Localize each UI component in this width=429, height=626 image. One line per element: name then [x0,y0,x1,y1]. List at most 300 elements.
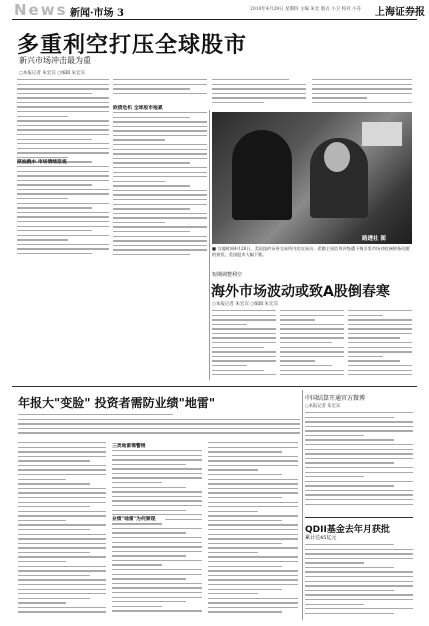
text-line [112,564,162,565]
text-line [113,217,207,218]
text-line [17,239,68,240]
text-line [18,566,106,567]
text-line [112,491,202,492]
text-line [113,199,207,200]
text-line [208,479,298,480]
story4-byline: ○本报记者 朱宏宾 [305,404,341,409]
text-line [112,482,162,483]
text-line [212,337,276,338]
text-line [17,93,92,94]
text-line [113,185,190,186]
lead-body-col-4 [312,79,412,107]
text-line [18,561,66,562]
text-line [17,166,109,167]
text-line [113,240,207,241]
text-line [305,553,413,554]
text-line [305,576,413,577]
text-line [17,184,92,185]
text-line [208,543,282,544]
text-line [348,342,412,343]
text-line [17,216,109,217]
text-line [208,538,298,539]
text-line [280,351,344,352]
text-line [305,562,364,563]
text-line [113,236,207,237]
text-line [18,451,106,452]
text-line [18,497,106,498]
text-line [112,583,202,584]
text-line [280,360,315,361]
story4-kicker: 中国结算开通官方微博 [305,395,366,402]
text-line [305,549,413,550]
text-line [18,474,106,475]
text-line [18,460,90,461]
text-line [113,254,190,255]
text-line [280,319,315,320]
text-line [113,231,190,232]
text-line [113,158,207,159]
text-line [348,333,412,334]
text-line [17,102,109,103]
lead-subtitle: 欧债危机 全球股市拖累 [113,105,163,111]
story3-body-col-3 [208,442,298,617]
text-line [112,477,202,478]
text-line [17,253,92,254]
text-line [112,551,202,552]
text-line [208,552,258,553]
text-line [113,149,207,150]
text-line [17,152,109,153]
text-line [212,319,276,320]
text-line [112,505,202,506]
text-line [18,511,106,512]
text-line [212,342,276,343]
text-line [305,435,364,436]
text-line [112,546,202,547]
text-line [113,245,207,246]
text-line [305,485,394,486]
text-line [208,469,258,470]
text-line [113,88,190,89]
text-line [305,571,413,572]
text-line [18,524,106,525]
text-line [208,611,282,612]
text-line [18,552,90,553]
story5-subhead: 累计达45亿元 [305,535,337,541]
text-line [112,510,186,511]
text-line [113,208,190,209]
text-line [348,324,412,325]
text-line [17,203,109,204]
text-line [112,487,186,488]
text-line [112,574,202,575]
text-line [208,556,298,557]
text-line [17,193,109,194]
text-line [348,347,412,348]
text-line [113,213,207,214]
text-line [208,570,298,571]
text-line [113,167,207,168]
text-line [305,417,394,418]
text-line [348,360,400,361]
text-line [112,473,202,474]
text-line [112,542,202,543]
text-line [212,328,276,329]
text-line [208,589,282,590]
text-line [208,575,298,576]
text-line [17,134,109,135]
text-line [348,365,412,366]
text-line [312,79,412,80]
text-line [305,599,413,600]
story2-body-col-3 [348,310,412,382]
text-line [208,529,298,530]
text-line [305,490,413,491]
text-line [18,593,106,594]
text-line [208,456,298,457]
text-line [17,84,109,85]
text-line [348,356,383,357]
text-line [17,139,92,140]
text-line [208,442,298,443]
text-line [212,374,276,375]
column-divider [209,110,210,380]
text-line [18,442,106,443]
lead-byline: ○本报记者 朱宏宾 ○编辑 朱宏宾 [19,71,86,76]
text-line [305,504,413,505]
text-line [18,570,106,571]
text-line [280,365,332,366]
text-line [305,558,413,559]
text-line [208,602,298,603]
text-line [17,120,109,121]
text-line [348,370,412,371]
story3-lede [18,414,300,438]
story2-body-col-1 [212,310,276,382]
text-line [18,520,66,521]
text-line [212,324,247,325]
story2-byline: ○本报记者 朱宏宾 ○编辑 朱宏宾 [212,302,279,307]
text-line [18,575,90,576]
text-line [17,189,109,190]
text-line [208,465,298,466]
text-line [17,180,109,181]
text-line [312,93,412,94]
text-line [112,528,202,529]
text-line [305,608,413,609]
text-line [18,611,106,612]
text-line [208,607,298,608]
text-line [280,310,344,311]
text-line [112,597,202,598]
text-line [112,450,202,451]
text-line [305,613,394,614]
text-line [17,244,109,245]
text-line [208,451,282,452]
lead-body-col-1 [17,79,109,262]
text-line [112,496,202,497]
text-line [312,102,412,103]
text-line [305,494,413,495]
text-line [348,351,412,352]
text-line [113,112,207,113]
story3-subtitle: 三类地雷需警惕 [112,443,146,449]
text-line [212,84,306,85]
text-line [212,370,264,371]
text-line [348,310,412,311]
header-rule [12,19,417,20]
text-line [208,524,298,525]
section-title: 新闻·市场 3 [70,8,124,19]
text-line [305,481,413,482]
text-line [18,543,106,544]
text-line [212,79,289,80]
text-line [208,506,298,507]
text-line [280,324,344,325]
text-line [208,511,258,512]
story2-headline: 海外市场波动或致A股倒春寒 [211,284,390,300]
text-line [305,594,413,595]
text-line [312,84,412,85]
text-line [305,462,394,463]
text-line [17,226,109,227]
text-line [112,560,202,561]
issue-date: 2010年4月29日 星期四 主编 朱宏 版式 小卫 校对 小芬 [250,7,362,12]
text-line [348,337,400,338]
lead-headline: 多重利空打压全球股市 [17,33,248,58]
text-line [113,135,207,136]
photo-caption: ■ 当地时间4月28日，美国纽约证券交易所内的交易员。希腊主权信用评级遭下调引发市场对欧洲债务问题的担忧，美国股市大幅下跌。 [212,246,410,257]
text-line [17,79,109,80]
text-line [18,465,106,466]
text-line [17,88,109,89]
text-line [112,537,202,538]
text-line [18,502,106,503]
text-line [18,492,106,493]
text-line [17,230,92,231]
lead-subhead: 新兴市场冲击最为重 [19,56,91,65]
text-line [305,585,413,586]
text-line [113,222,165,223]
text-line [18,579,106,580]
text-line [212,356,276,357]
text-line [113,249,207,250]
text-line [208,566,282,567]
text-line [280,342,332,343]
text-line [18,602,66,603]
text-line [18,506,90,507]
story-rule [305,517,413,518]
text-line [305,444,413,445]
text-line [17,125,109,126]
text-line [18,456,106,457]
text-line [208,483,298,484]
text-line [18,584,106,585]
text-line [312,88,412,89]
text-line [17,148,109,149]
text-line [18,538,106,539]
text-line [18,447,106,448]
text-line [112,464,186,465]
text-line [113,181,165,182]
text-line [18,547,106,548]
text-line [280,356,344,357]
text-line [212,347,264,348]
text-line [112,468,202,469]
text-line [112,555,186,556]
text-line [17,207,92,208]
news-photo [212,112,412,244]
text-line [305,567,394,568]
text-line [208,515,298,516]
section-rule [12,386,417,387]
text-line [17,198,68,199]
text-line [113,176,207,177]
text-line [18,589,106,590]
story5-headline: QDII基金去年月获批 [305,525,390,535]
text-line [113,194,207,195]
text-line [212,351,276,352]
text-line [208,497,282,498]
text-line [305,421,413,422]
text-line [305,449,413,450]
text-line [17,235,109,236]
text-line [348,319,412,320]
text-line [208,447,298,448]
story3-body-col-1 [18,442,106,617]
text-line [112,587,202,588]
text-line [112,459,202,460]
text-line [113,130,207,131]
text-line [280,328,344,329]
text-line [18,488,106,489]
lead-subtitle: 原油跳水 市场情绪悲观 [17,159,67,165]
story3-body-col-2 [112,450,202,617]
text-line [18,607,106,608]
text-line [208,534,298,535]
text-line [17,143,109,144]
text-line [212,93,306,94]
text-line [18,469,106,470]
story2-kicker: 短期调整利空 [212,272,243,278]
text-line [112,578,186,579]
text-line [208,598,298,599]
text-line [18,419,300,420]
text-line [18,556,106,557]
story3-subtitle: 业绩"地雷"为何频现 [112,515,165,522]
text-line [280,315,344,316]
text-line [112,500,202,501]
text-line [305,412,413,413]
text-line [113,93,207,94]
text-line [212,360,276,361]
text-line [305,581,413,582]
text-line [305,453,413,454]
text-line [112,455,202,456]
text-line [305,426,413,427]
text-line [113,204,207,205]
text-line [212,310,276,311]
text-line [208,593,258,594]
text-line [113,153,207,154]
text-line [212,88,306,89]
text-line [212,333,276,334]
page-header [0,0,429,22]
lead-body-col-2b [113,112,207,262]
text-line [18,534,106,535]
text-line [305,467,413,468]
text-line [17,111,109,112]
text-line [212,365,247,366]
text-line [112,601,186,602]
text-line [113,190,207,191]
text-line [112,610,202,611]
text-line [113,79,207,80]
text-line [112,523,162,524]
text-line [18,515,106,516]
text-line [113,139,165,140]
text-line [113,84,207,85]
text-line [17,171,109,172]
text-line [17,221,109,222]
text-line [17,106,109,107]
text-line [113,144,207,145]
text-line [212,97,306,98]
text-line [280,370,344,371]
text-line [208,492,298,493]
text-line [208,474,282,475]
text-line [112,592,202,593]
text-line [208,547,298,548]
text-line [18,598,90,599]
text-line [17,129,109,130]
text-line [113,172,207,173]
text-line [305,439,394,440]
photo-credit: 路透社 图 [362,236,386,242]
text-line [112,569,202,570]
story5-body [305,544,413,618]
text-line [305,472,413,473]
text-line [18,529,90,530]
text-line [113,162,190,163]
text-line [18,423,300,424]
text-line [208,502,298,503]
text-line [280,374,344,375]
text-line [113,126,207,127]
text-line [17,175,109,176]
text-line [212,102,264,103]
text-line [312,97,367,98]
text-line [280,333,344,334]
text-line [208,561,298,562]
text-line [112,606,162,607]
text-line [113,121,207,122]
text-line [305,590,394,591]
page-number: 3 [116,8,124,19]
text-line [212,315,276,316]
section-logo: News [14,1,68,19]
text-line [305,604,364,605]
lead-body-col-2 [113,79,207,101]
text-line [305,544,394,545]
text-line [280,337,344,338]
text-line [18,432,300,433]
lead-body-col-3 [212,79,306,107]
text-line [17,116,68,117]
text-line [208,520,282,521]
text-line [113,226,207,227]
story2-body-col-2 [280,310,344,382]
